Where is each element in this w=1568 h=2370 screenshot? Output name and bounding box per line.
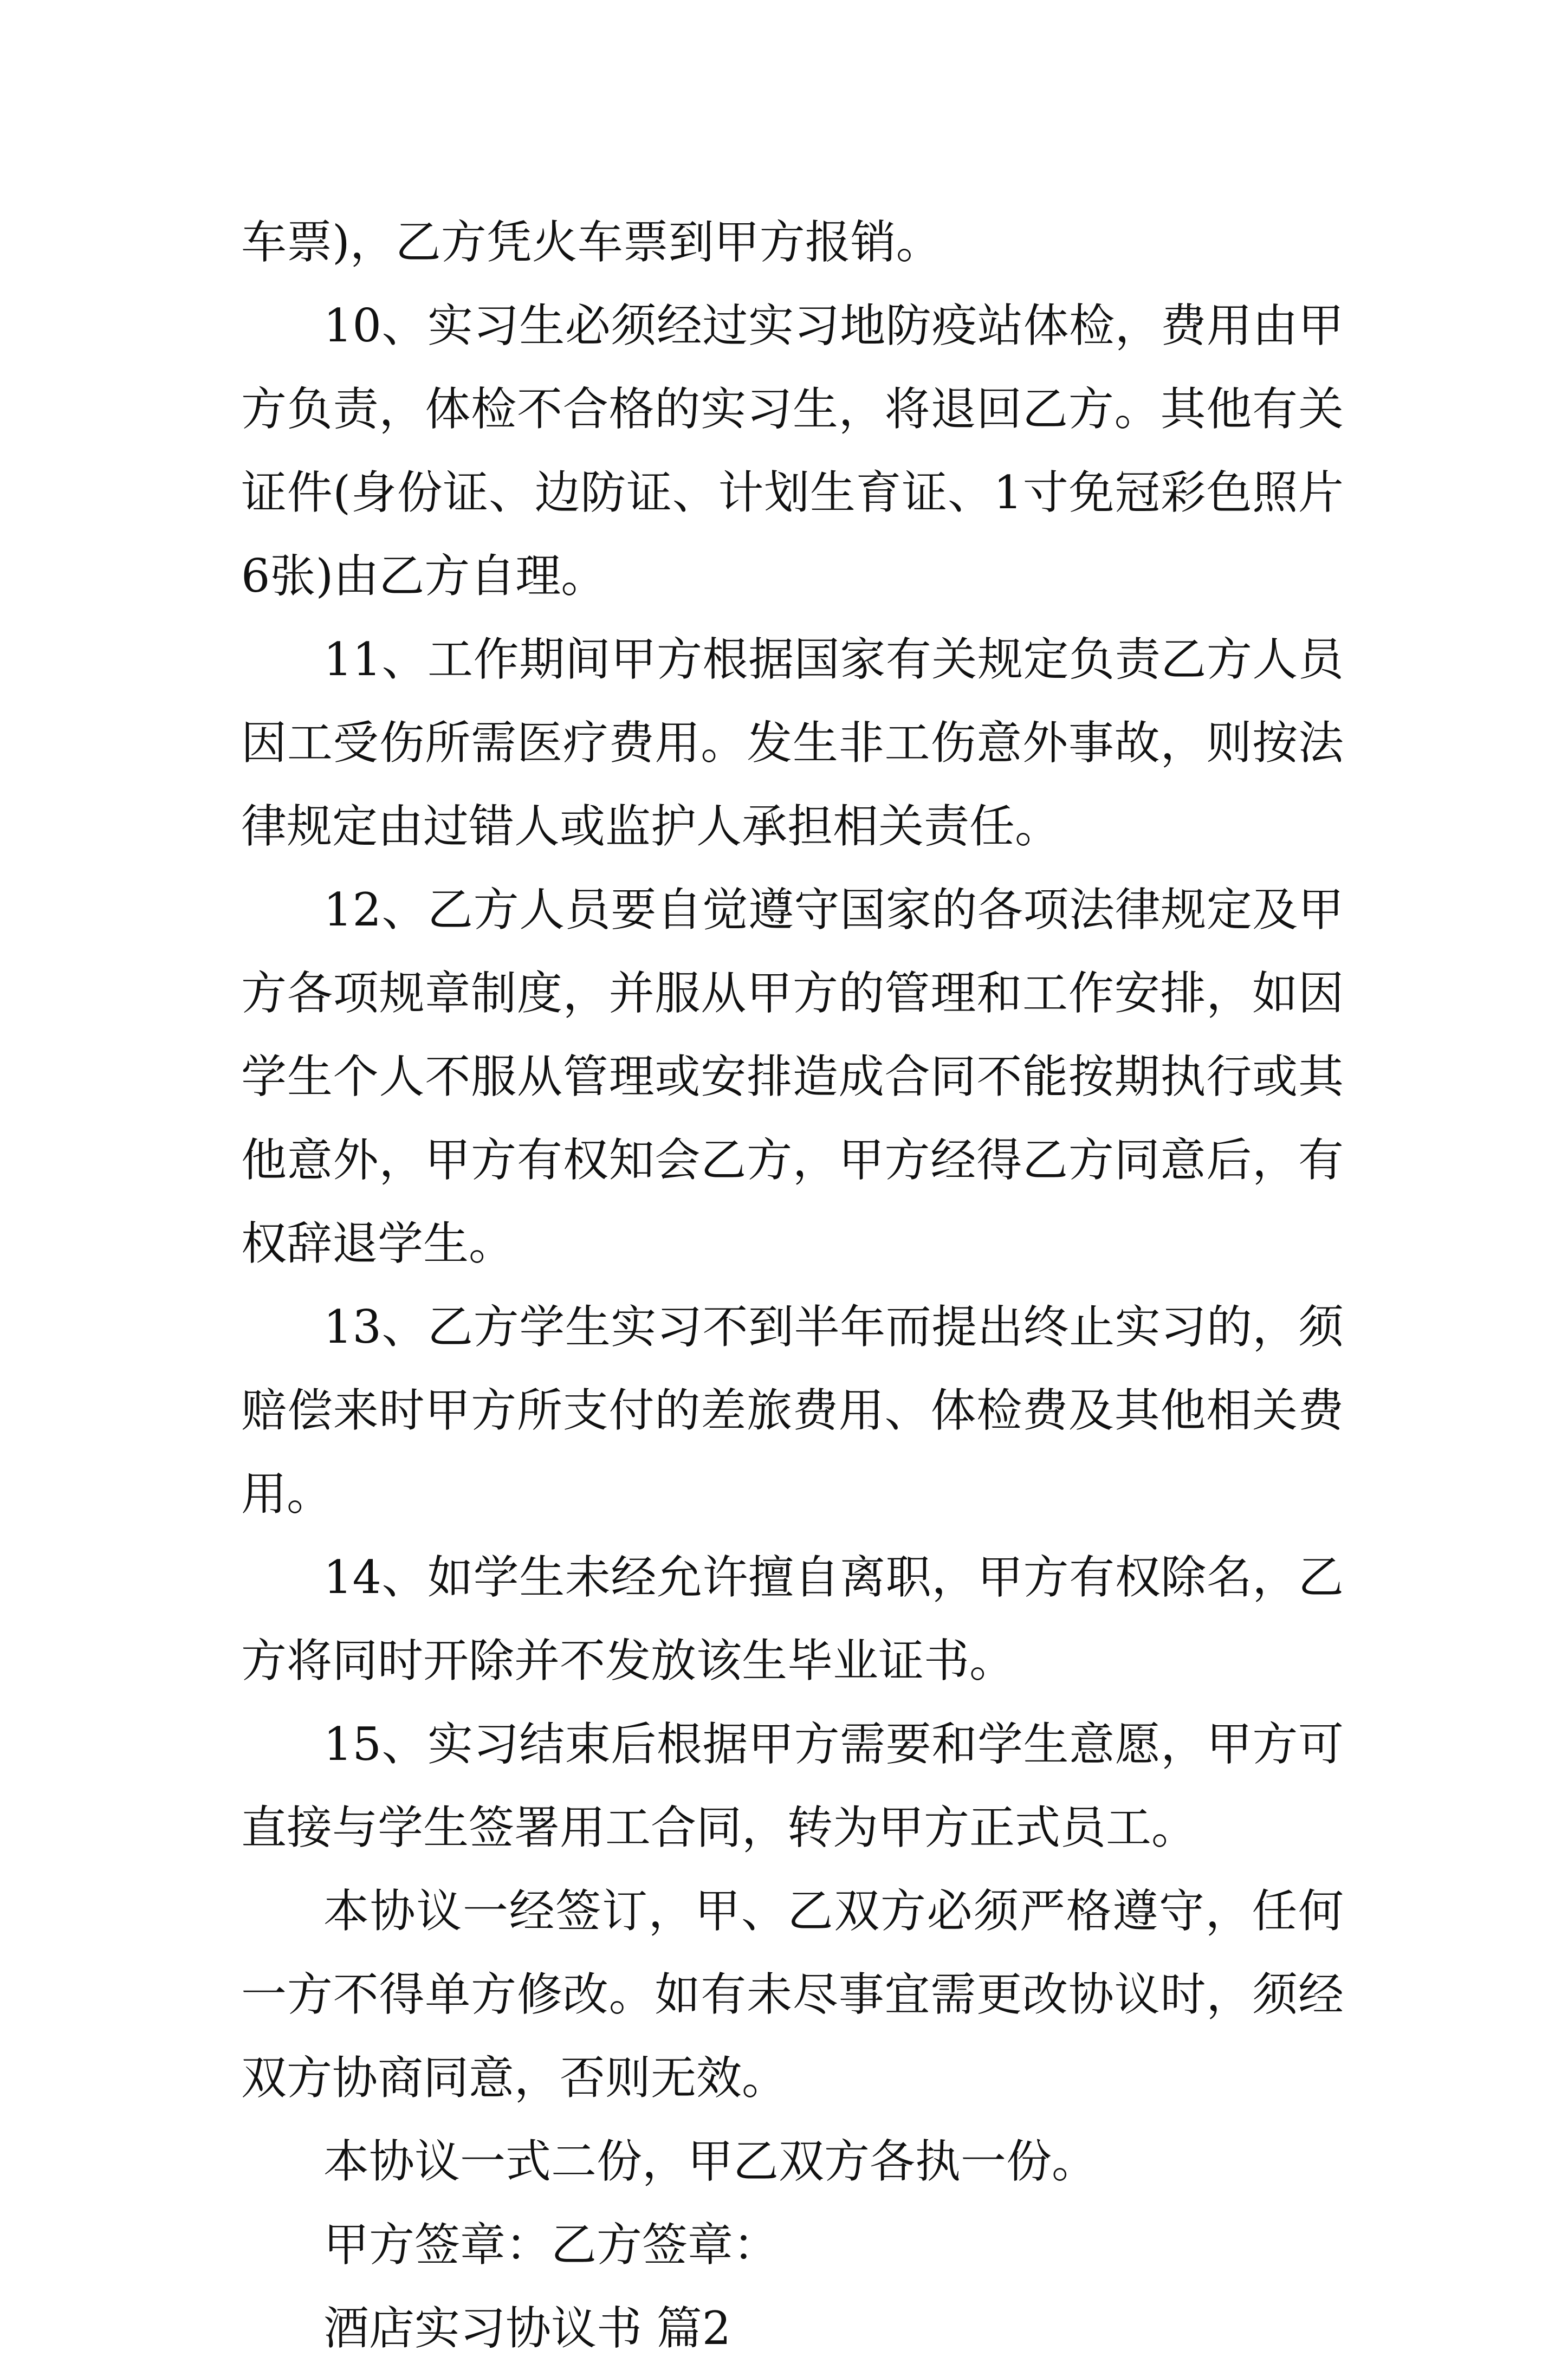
copies-clause: 本协议一式二份，甲乙双方各执一份。 <box>323 2135 1098 2188</box>
paragraph-continuation: 车票)，乙方凭火车票到甲方报销。 <box>241 216 942 269</box>
clause-13: 13、乙方学生实习不到半年而提出终止实习的，须赔偿来时甲方所支付的差旅费用、体检费及其他相关费用。 <box>241 1300 1344 1520</box>
clause-14: 14、如学生未经允许擅自离职，甲方有权除名，乙方将同时开除并不发放该生毕业证书。 <box>241 1551 1344 1687</box>
clause-10: 10、实习生必须经过实习地防疫站体检，费用由甲方负责，体检不合格的实习生，将退回乙方。其他有关证件(身份证、边防证、计划生育证、1寸免冠彩色照片6张)由乙方自理。 <box>241 299 1344 603</box>
clause-12: 12、乙方人员要自觉遵守国家的各项法律规定及甲方各项规章制度，并服从甲方的管理和工作安排，如因学生个人不服从管理或安排造成合同不能按期执行或其他意外，甲方有权知会乙方，甲方经得乙方同意后，有权辞退学生。 <box>241 883 1344 1270</box>
agreement-binding-clause: 本协议一经签订，甲、乙双方必须严格遵守，任何一方不得单方修改。如有未尽事宜需更改协议时，须经双方协商同意，否则无效。 <box>241 1885 1344 2104</box>
next-section-title: 酒店实习协议书 篇2 <box>323 2302 731 2355</box>
document-body <box>241 200 1344 2370</box>
signature-line: 甲方签章：乙方签章： <box>323 2218 779 2271</box>
clause-15: 15、实习结束后根据甲方需要和学生意愿，甲方可直接与学生签署用工合同，转为甲方正式员工。 <box>241 1718 1344 1854</box>
clause-11: 11、工作期间甲方根据国家有关规定负责乙方人员因工受伤所需医疗费用。发生非工伤意外事故，则按法律规定由过错人或监护人承担相关责任。 <box>241 633 1344 853</box>
